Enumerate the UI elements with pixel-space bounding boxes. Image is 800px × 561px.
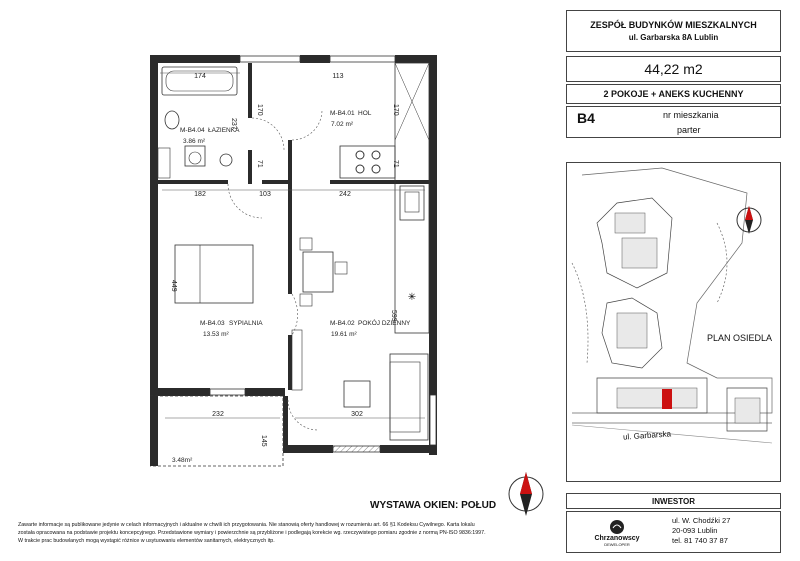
dim-449: 449 [170, 280, 177, 292]
disclaimer [18, 521, 563, 545]
room-code-bath: M-B4.04 [180, 127, 205, 134]
dim-145: 145 [260, 435, 267, 447]
complex-title-box [566, 10, 781, 52]
dim-237: 237 [230, 118, 237, 130]
room-name-hol: HOL [358, 110, 372, 117]
room-code-hol: M-B4.01 [330, 110, 355, 117]
room-name-bath: ŁAZIENKA [208, 127, 240, 134]
investor-address-2: 20-093 Lublin [672, 526, 718, 535]
dim-170b: 170 [392, 104, 399, 116]
dim-182: 182 [194, 191, 206, 198]
room-name-bedroom: SYPIALNIA [229, 320, 263, 327]
area-box [566, 56, 781, 82]
street-label: ul. Garbarska [622, 429, 672, 442]
svg-text:✳: ✳ [407, 292, 417, 303]
disclaimer-line-3: W trakcie prac budowlanych mogą wystąpić różnice w usytuowaniu elementów sanitarnych, elektrycznych itp. [18, 538, 275, 544]
dim-302: 302 [351, 411, 363, 418]
complex-name: ZESPÓŁ BUDYNKÓW MIESZKALNYCH [590, 20, 757, 30]
room-area-bedroom: 13.53 m² [203, 331, 229, 338]
logo-icon [607, 519, 627, 535]
investor-title-box [566, 493, 781, 509]
investor-phone: tel. 81 740 37 87 [672, 536, 728, 545]
apartment-layout: 2 POKOJE + ANEKS KUCHENNY [603, 89, 744, 99]
compass-icon [735, 201, 763, 239]
disclaimer-line-1: Zawarte informacje są publikowane jedynie w celach informacyjnych i aktualne w chwili ich przygotowania. Nie stanowią oferty handlowej w rozumieniu art. 66 §1 Kodeksu Cywilnego. Karta lokalu [18, 522, 475, 528]
dim-71a: 71 [256, 160, 263, 168]
complex-address: ul. Garbarska 8A Lublin [628, 33, 719, 42]
apartment-number-box [566, 106, 781, 138]
dim-242: 242 [339, 191, 351, 198]
apartment-area: 44,22 m2 [644, 61, 703, 77]
north-arrow-icon [506, 468, 546, 520]
room-code-bedroom: M-B4.03 [200, 320, 225, 327]
dim-599: 599 [390, 310, 397, 322]
floor-plan [150, 55, 450, 475]
room-area-bath: 3.86 m² [183, 138, 206, 145]
investor-title: INWESTOR [652, 496, 695, 506]
site-plan-label: PLAN OSIEDLA [707, 333, 773, 343]
room-name-living: POKÓJ DZIENNY [358, 320, 411, 327]
logo-sub: DEWELOPER [604, 542, 630, 547]
window-orientation: WYSTAWA OKIEN: POŁUD [370, 500, 497, 511]
site-map [566, 162, 781, 482]
layout-box [566, 84, 781, 104]
apartment-number: B4 [577, 110, 595, 126]
dim-170a: 170 [256, 104, 263, 116]
dim-71b: 71 [392, 160, 399, 168]
room-area-living: 19.61 m² [331, 331, 357, 338]
investor-details-box [566, 511, 781, 553]
logo-text: Chrzanowscy [594, 535, 640, 542]
dim-113: 113 [332, 73, 344, 80]
investor-contact [672, 516, 730, 546]
dim-174: 174 [194, 73, 206, 80]
disclaimer-line-2: została opracowana na podstawie projektu koncepcyjnego. Przedstawione wymiary i powierzchnie są przybliżone i podlegają korekcie wg. rzeczywistego pomiaru zgodnie z normą PN-ISO 9836:1997. [18, 530, 486, 536]
terrace-area: 3.48m² [172, 457, 193, 464]
investor-address-1: ul. W. Chodźki 27 [672, 516, 731, 525]
investor-logo [587, 515, 647, 551]
apartment-number-label: nr mieszkania [663, 110, 719, 120]
dim-103: 103 [259, 191, 271, 198]
room-area-hol: 7.02 m² [331, 121, 354, 128]
dim-232: 232 [212, 411, 224, 418]
apartment-floor: parter [677, 125, 701, 135]
apartment-highlight [662, 389, 672, 409]
room-code-living: M-B4.02 [330, 320, 355, 327]
